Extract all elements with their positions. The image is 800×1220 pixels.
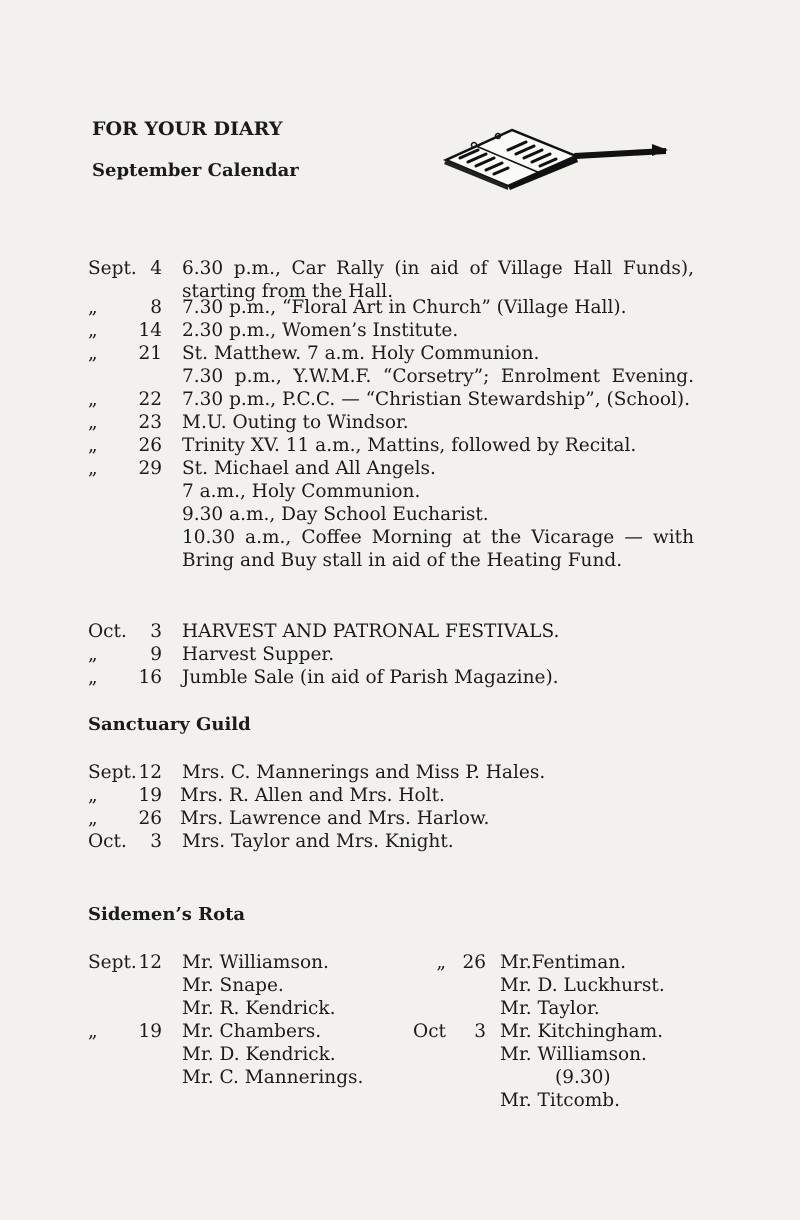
rota-name: Mr. Snape. [182,975,284,996]
entry-month: Sept. [88,952,137,973]
rota-time-note: (9.30) [555,1067,611,1088]
entry-text: starting from the Hall. [182,281,394,302]
entry-text: St. Michael and All Angels. [182,458,436,479]
sanctuary-entry [0,829,800,855]
entry-text: 7.30 p.m., “Floral Art in Church” (Village Hall). [182,297,627,318]
entry-month: „ [88,343,98,364]
rota-name: Mr. C. Mannerings. [182,1067,364,1088]
entry-day: 21 [138,343,162,364]
entry-text: Trinity XV. 11 a.m., Mattins, followed by Recital. [182,435,637,456]
entry-day: 26 [138,435,162,456]
entry-month: „ [88,785,98,806]
entry-month: Sept. [88,258,137,279]
october-entry [0,665,800,691]
entry-day: 19 [138,1021,162,1042]
entry-text: 7.30 p.m., Y.W.M.F. “Corsetry”; Enrolment Evening. [182,366,694,387]
entry-day: 9 [150,644,162,665]
entry-month: „ [88,412,98,433]
entry-month: „ [88,644,98,665]
entry-text: 7.30 p.m., P.C.C. — “Christian Stewardship”, (School). [182,389,690,410]
entry-text: Jumble Sale (in aid of Parish Magazine). [182,667,559,688]
rota-name: Mr. Williamson. [500,1044,647,1065]
entry-day: 14 [138,320,162,341]
entry-month: „ [88,435,98,456]
rota-name: Mr. Chambers. [182,1021,322,1042]
entry-month: Oct. [88,831,127,852]
entry-text: Harvest Supper. [182,644,335,665]
entry-text: 2.30 p.m., Women’s Institute. [182,320,459,341]
entry-day: 19 [138,785,162,806]
sidesmen-rota-heading: Sidemen’s Rota [88,904,246,925]
entry-day: 26 [138,808,162,829]
entry-month: „ [88,389,98,410]
entry-day: 3 [150,621,162,642]
calendar-subheading: September Calendar [92,160,299,181]
entry-day: 12 [138,762,162,783]
entry-text: St. Matthew. 7 a.m. Holy Communion. [182,343,540,364]
entry-month: „ [88,1021,98,1042]
entry-month: Oct [413,1021,446,1042]
rota-name: Mr. Titcomb. [500,1090,620,1111]
entry-day: 3 [150,831,162,852]
calendar-entry-continued [0,548,800,574]
rota-name: Mr. Kitchingham. [500,1021,664,1042]
rota-name: Mr. R. Kendrick. [182,998,336,1019]
open-diary-icon [438,126,670,190]
entry-day: 26 [462,952,486,973]
entry-text: M.U. Outing to Windsor. [182,412,409,433]
entry-month: „ [88,667,98,688]
entry-text: 9.30 a.m., Day School Eucharist. [182,504,489,525]
entry-day: 3 [474,1021,486,1042]
sanctuary-guild-heading: Sanctuary Guild [88,714,251,735]
entry-day: 16 [138,667,162,688]
entry-text: 7 a.m., Holy Communion. [182,481,421,502]
diary-heading: FOR YOUR DIARY [92,118,283,140]
entry-month: Sept. [88,762,137,783]
entry-day: 23 [138,412,162,433]
rota-name: Mr. Taylor. [500,998,600,1019]
entry-month: Oct. [88,621,127,642]
entry-text: 6.30 p.m., Car Rally (in aid of Village Hall Funds), [182,258,694,279]
entry-month: „ [88,297,98,318]
entry-text: HARVEST AND PATRONAL FESTIVALS. [182,621,560,642]
rota-entry-continued [0,1088,800,1114]
entry-text: 10.30 a.m., Coffee Morning at the Vicarage — with [182,527,694,548]
entry-month: „ [88,458,98,479]
entry-day: 29 [138,458,162,479]
rota-name: Mr. Williamson. [182,952,329,973]
entry-text: Mrs. Lawrence and Mrs. Harlow. [180,808,490,829]
entry-day: 12 [138,952,162,973]
entry-month: „ [88,320,98,341]
rota-name: Mr.Fentiman. [500,952,627,973]
entry-text: Mrs. C. Mannerings and Miss P. Hales. [182,762,546,783]
entry-day: 22 [138,389,162,410]
entry-day: 4 [150,258,162,279]
entry-month: „ [436,952,446,973]
entry-day: 8 [150,297,162,318]
entry-text: Mrs. R. Allen and Mrs. Holt. [180,785,445,806]
rota-name: Mr. D. Kendrick. [182,1044,336,1065]
rota-name: Mr. D. Luckhurst. [500,975,665,996]
entry-month: „ [88,808,98,829]
entry-text: Mrs. Taylor and Mrs. Knight. [182,831,454,852]
entry-text: Bring and Buy stall in aid of the Heating Fund. [182,550,623,571]
